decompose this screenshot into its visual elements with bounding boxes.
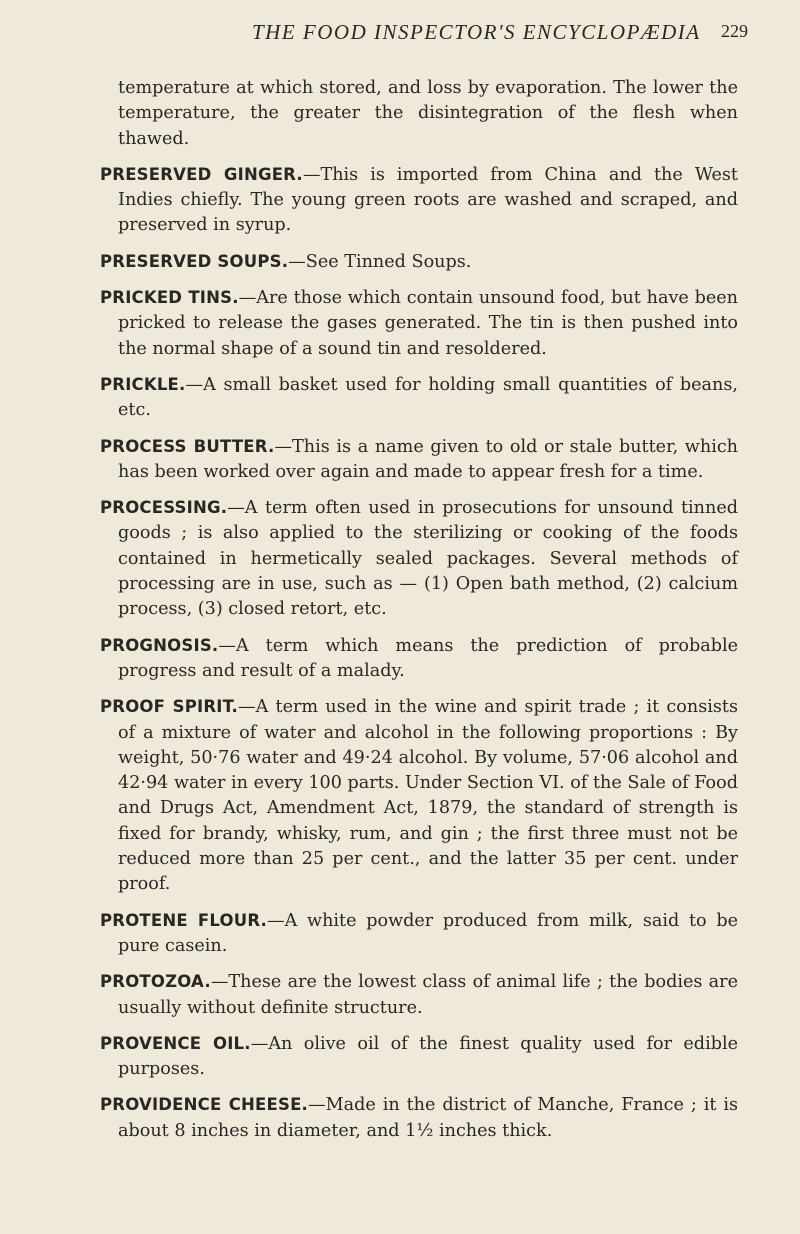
definition: —A term which means the prediction of probable progress and result of a malady.	[118, 635, 738, 681]
headword: PROCESS BUTTER.	[100, 436, 275, 456]
headword: PRESERVED GINGER.	[100, 164, 303, 184]
entry-pricked-tins	[100, 285, 738, 362]
headword: PRICKLE.	[100, 374, 186, 394]
definition: —See Tinned Soups.	[288, 251, 472, 272]
headword: PROCESSING.	[100, 498, 228, 518]
definition: —Are those which contain unsound food, but have been pricked to release the gases generated. The tin is then pushed into the normal shape of a sound tin and resoldered.	[118, 288, 738, 359]
definition: —A small basket used for holding small quantities of beans, etc.	[118, 374, 738, 421]
page-number: 229	[721, 21, 748, 41]
headword: PROGNOSIS.	[100, 635, 219, 655]
headword: PROVIDENCE CHEESE.	[100, 1095, 309, 1115]
definition: —A term used in the wine and spirit trade ; it consists of a mixture of water and alcohol in the following proportions : By weight, 50·76 water and 49·24 alcohol. By volume, 57·06 alcohol and 42·94 water in every 100 parts. Under Section VI. of the Sale of Food and Drugs Act, Amendment Act, 1879, the standard of strength is fixed for brandy, whisky, rum, and gin ; the first three must not be reduced more than 25 per cent., and the latter 35 per cent. under proof.	[118, 697, 738, 895]
entry-provence-oil	[100, 1031, 738, 1083]
definition: —These are the lowest class of animal life ; the bodies are usually without definite structure.	[118, 972, 738, 1018]
definition: —This is imported from China and the West Indies chiefly. The young green roots are washed and scraped, and preserved in syrup.	[118, 164, 738, 236]
headword: PROTENE FLOUR.	[100, 910, 267, 930]
book-page	[0, 20, 800, 1234]
continued-paragraph: temperature at which stored, and loss by evaporation. The lower the temperature, the greater the disintegration of the flesh when thawed.	[118, 78, 738, 149]
entry-protozoa	[100, 969, 738, 1021]
entry-prognosis	[100, 633, 738, 685]
definition: —An olive oil of the finest quality used for edible purposes.	[118, 1033, 739, 1080]
headword: PROOF SPIRIT.	[100, 697, 239, 717]
entry-preserved-ginger	[100, 162, 738, 239]
headword: PRESERVED SOUPS.	[100, 251, 289, 271]
running-head-title: THE FOOD INSPECTOR'S ENCYCLOPÆDIA	[252, 20, 701, 44]
entry-providence-cheese	[100, 1092, 738, 1144]
entry-processing	[100, 495, 738, 622]
definition: —A term often used in prosecutions for unsound tinned goods ; is also applied to the sterilizing or cooking of the foods contained in hermetically sealed packages. Several methods of processing are in use, such as — (1) Open bath method, (2) calcium process, (3) closed retort, etc.	[118, 498, 738, 620]
definition: —A white powder produced from milk, said to be pure casein.	[118, 910, 738, 956]
entry-prickle	[100, 372, 738, 424]
running-head	[100, 20, 748, 60]
entry-proof-spirit	[100, 694, 738, 897]
definition: —Made in the district of Manche, France ; it is about 8 inches in diameter, and 1½ inches thick.	[118, 1095, 738, 1141]
headword: PROVENCE OIL.	[100, 1033, 251, 1053]
headword: PRICKED TINS.	[100, 288, 239, 308]
headword: PROTOZOA.	[100, 972, 211, 992]
entry-preserved-soups	[100, 249, 738, 275]
entry-protene-flour	[100, 908, 738, 960]
definition: —This is a name given to old or stale butter, which has been worked over again and made to appear fresh for a time.	[118, 436, 739, 482]
entry-process-butter	[100, 434, 738, 486]
entry-list	[100, 76, 738, 1144]
